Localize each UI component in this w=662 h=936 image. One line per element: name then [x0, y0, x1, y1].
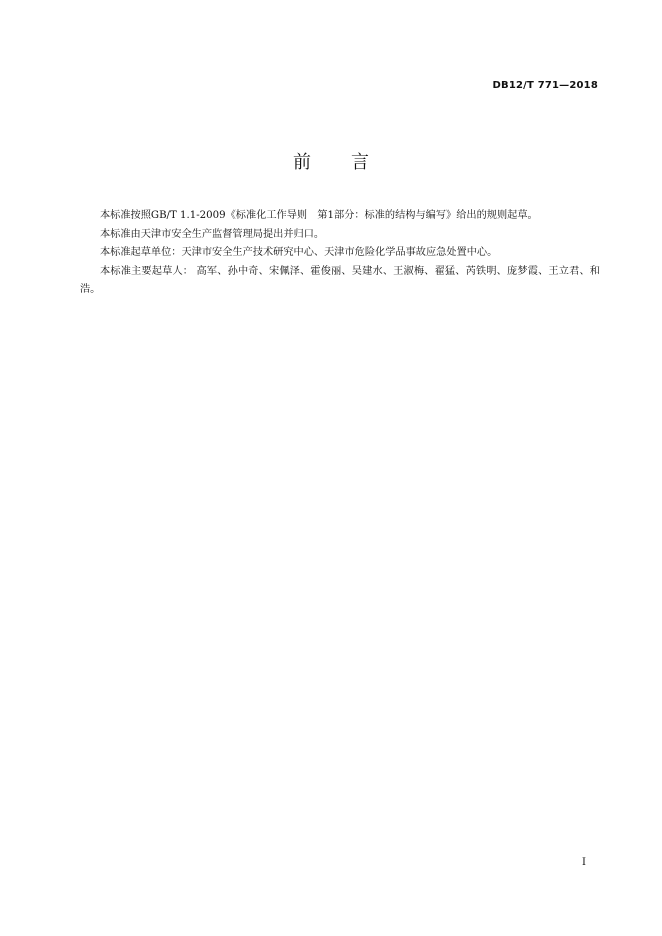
- page-title: [0, 148, 662, 174]
- paragraph-proposer: 本标准由天津市安全生产监督管理局提出并归口。: [100, 228, 325, 240]
- paragraph-drafting-rules: 本标准按照GB/T 1.1-2009《标准化工作导则 第1部分：标准的结构与编写》给出的规则起草。: [100, 210, 538, 221]
- title-char-2: 言: [351, 152, 369, 173]
- foreword-body: [80, 207, 600, 300]
- document-code: DB12/T 771—2018: [492, 80, 598, 91]
- paragraph-drafters: 本标准主要起草人： 高军、孙中奇、宋佩泽、霍俊丽、吴建水、王淑梅、翟猛、芮铁明、庞梦霞、王立君、和浩。: [80, 265, 600, 295]
- page-number: I: [582, 857, 586, 868]
- title-char-1: 前: [293, 152, 311, 173]
- paragraph-drafting-units: 本标准起草单位：天津市安全生产技术研究中心、天津市危险化学品事故应急处置中心。: [100, 247, 498, 258]
